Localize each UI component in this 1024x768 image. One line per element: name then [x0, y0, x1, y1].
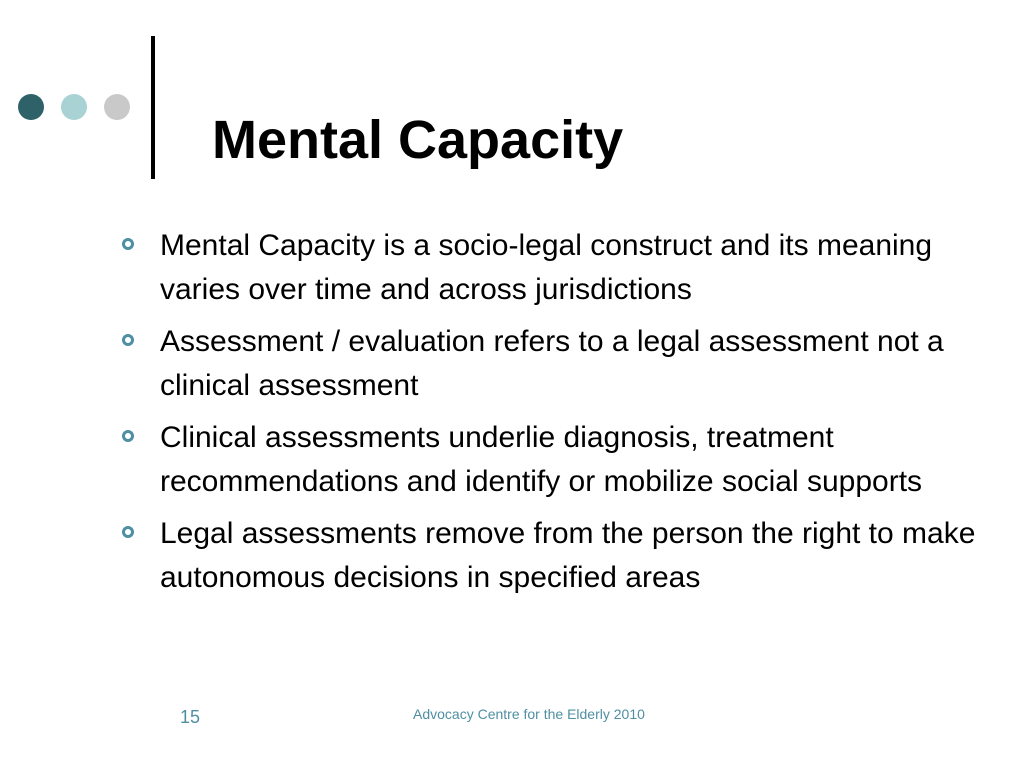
bullet-item [118, 320, 1008, 408]
bullet-item [118, 224, 1008, 312]
footer-text: Advocacy Centre for the Elderly 2010 [413, 706, 645, 722]
bullet-ring-icon [122, 334, 134, 346]
bullet-text: Clinical assessments underlie diagnosis, treatment recommendations and identify or mobilize social supports [160, 421, 923, 498]
bullet-text: Legal assessments remove from the person the right to make autonomous decisions in specified areas [160, 517, 976, 594]
decorative-dot-grey [104, 94, 130, 120]
bullet-text: Mental Capacity is a socio-legal construct and its meaning varies over time and across jurisdictions [160, 229, 933, 306]
bullet-text: Assessment / evaluation refers to a legal assessment not a clinical assessment [160, 325, 944, 402]
bullet-list [118, 224, 1008, 608]
bullet-item [118, 512, 1008, 600]
decorative-dot-light [61, 94, 87, 120]
bullet-ring-icon [122, 526, 134, 538]
bullet-item [118, 416, 1008, 504]
bullet-ring-icon [122, 430, 134, 442]
title-divider-line [151, 36, 155, 179]
slide-title: Mental Capacity [212, 110, 624, 170]
slide-number: 15 [180, 707, 201, 727]
bullet-ring-icon [122, 238, 134, 250]
decorative-dot-dark [18, 94, 44, 120]
